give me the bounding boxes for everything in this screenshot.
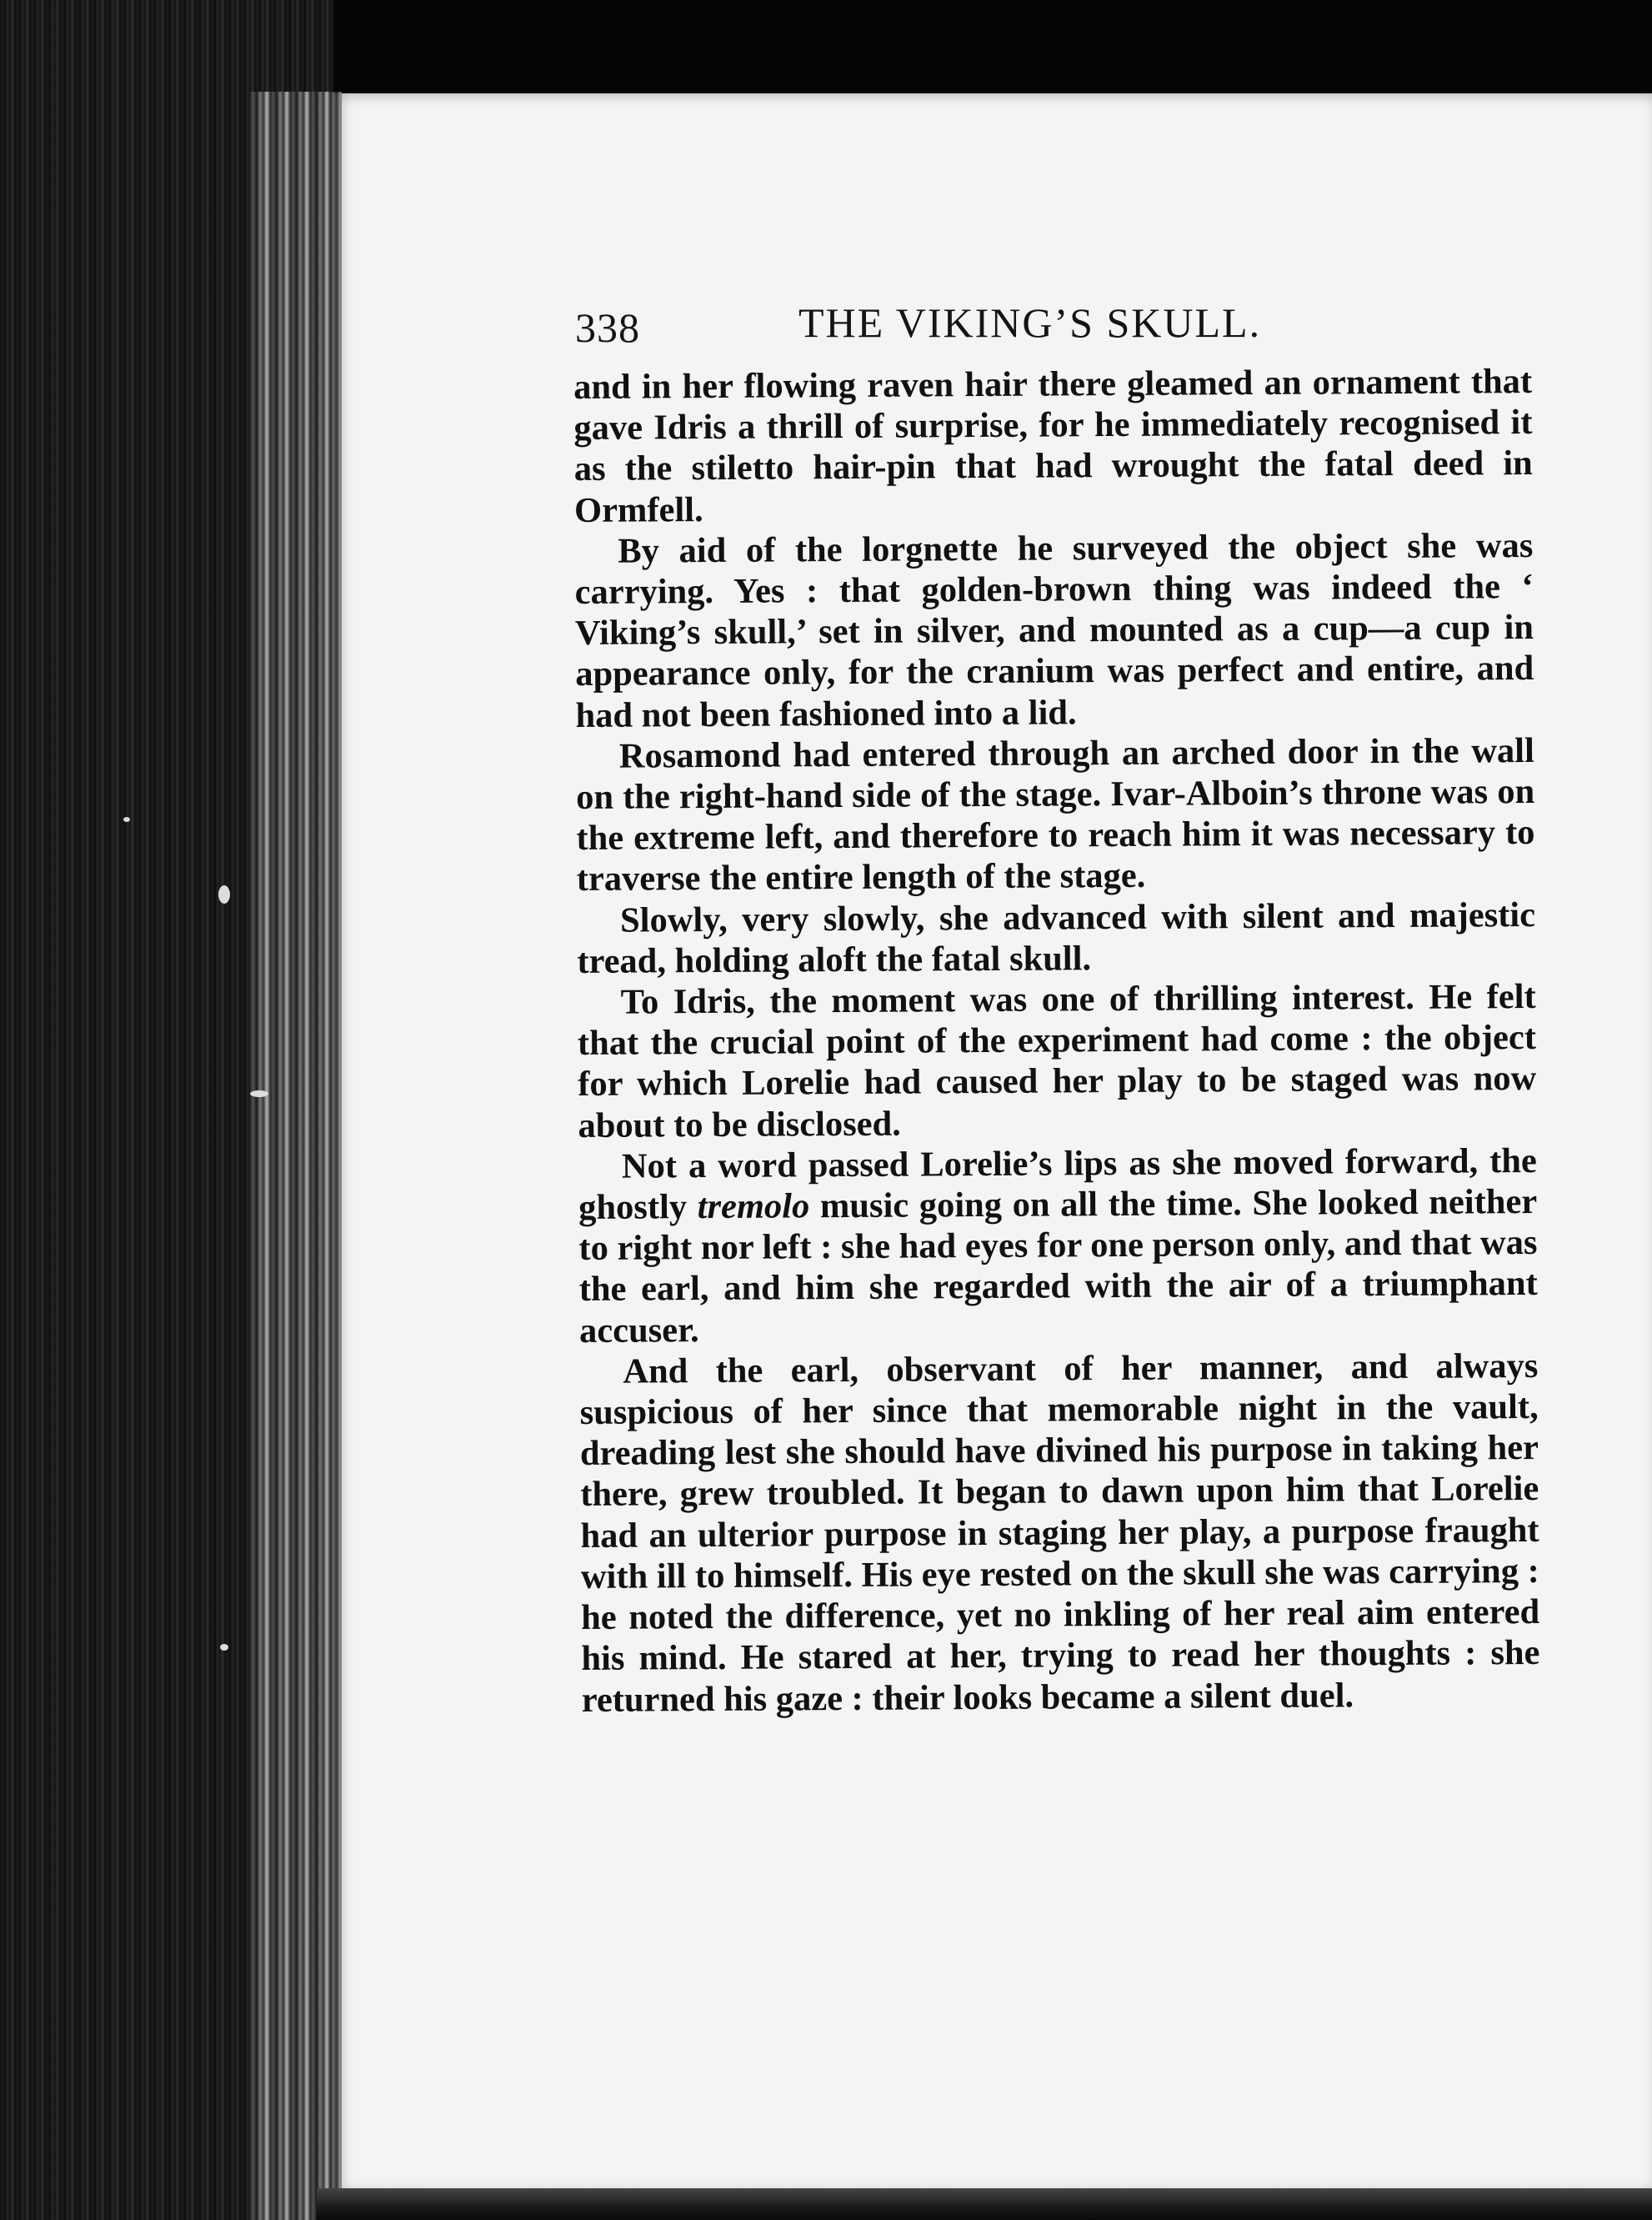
running-title: THE VIKING’S SKULL. xyxy=(798,299,1262,346)
page-number: 338 xyxy=(575,304,640,351)
paragraph-text: Rosamond had entered through an arched door in the wall on the right-hand side of the stage. Ivar-Alboin’s throne was on the extreme left, and therefore to reach him it was necessary to traverse the entire length of the stage. xyxy=(576,730,1535,900)
paragraph-text: music going on all the time. She looked neither to right nor left : she had eyes for one person only, and that was the earl, and him she regarded with the air of a triumphant accuser. xyxy=(578,1182,1538,1351)
paragraph-text: and in her flowing raven hair there gleamed an ornament that gave Idris a thrill of surprise, for he immediately recognised it as the stiletto hair-pin that had wrought the fatal deed in Ormfell. xyxy=(573,361,1533,530)
italic-word: tremolo xyxy=(697,1186,810,1227)
paragraph xyxy=(579,1346,1540,1721)
dust-speck xyxy=(123,817,130,822)
body-text xyxy=(573,361,1540,1721)
dust-speck xyxy=(218,885,230,904)
paragraph xyxy=(577,895,1536,982)
paragraph-text: And the earl, observant of her manner, and always suspicious of her since that memorable night in the vault, dreading lest she should have divined his purpose in taking her there, grew troubled. It began to dawn upon him that Lorelie had an ulterior purpose in staging her play, a purpose fraught with ill to himself. His eye rested on the skull she was carrying : he noted the difference, yet no inkling of her real aim entered his mind. He stared at her, trying to read her thoughts : she returned his gaze : their looks became a silent duel. xyxy=(579,1346,1540,1720)
dust-speck xyxy=(220,1644,228,1651)
paragraph xyxy=(578,976,1537,1146)
dust-speck xyxy=(250,1090,268,1097)
paragraph xyxy=(573,361,1533,531)
paragraph xyxy=(578,1140,1538,1351)
paragraph xyxy=(576,730,1535,900)
paragraph-text: To Idris, the moment was one of thrilling interest. He felt that the crucial point of the experiment had come : the object for which Lorelie had caused her play to be staged was now about to be disclosed. xyxy=(577,977,1537,1145)
paragraph-text: By aid of the lorgnette he surveyed the object she was carrying. Yes : that golden-brown thing was indeed the ‘ Viking’s skull,’ set in silver, and mounted as a cup—a cup in appearance only, for the cranium was perfect and entire, and had not been fashioned into a lid. xyxy=(574,525,1534,735)
page-header xyxy=(575,298,1309,357)
scan-bottom-border xyxy=(317,2188,1652,2220)
page-edge-shadow xyxy=(250,92,342,2220)
paragraph-text: Not a word passed Lorelie’s lips as she moved forward, the ghostly xyxy=(578,1140,1537,1228)
paragraph-text: Slowly, very slowly, she advanced with silent and majestic tread, holding aloft the fatal skull. xyxy=(577,895,1536,981)
paragraph xyxy=(574,525,1534,736)
